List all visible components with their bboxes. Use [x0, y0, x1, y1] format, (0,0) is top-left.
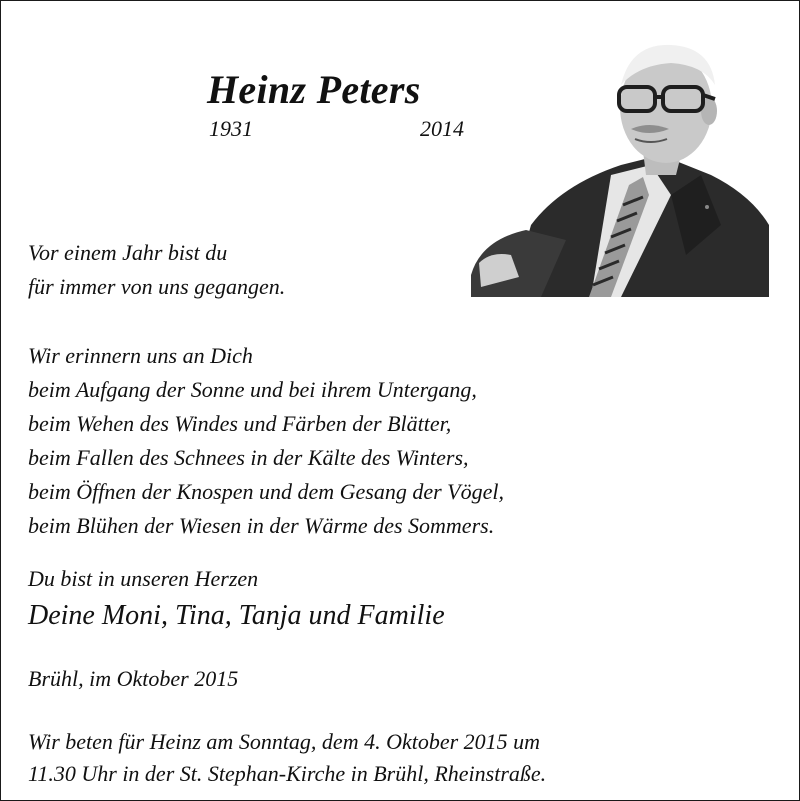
poem-line: beim Wehen des Windes und Färben der Blätter,	[28, 411, 452, 436]
deceased-name: Heinz Peters	[207, 67, 421, 112]
intro-line: für immer von uns gegangen.	[28, 274, 286, 299]
poem-line: beim Blühen der Wiesen in der Wärme des Sommers.	[28, 513, 495, 538]
poem-line: beim Öffnen der Knospen und dem Gesang der Vögel,	[28, 479, 504, 504]
intro-line: Vor einem Jahr bist du	[28, 240, 228, 265]
service-info-line: 11.30 Uhr in der St. Stephan-Kirche in Brühl, Rheinstraße.	[28, 761, 547, 786]
death-year: 2014	[420, 116, 464, 141]
poem-line: beim Aufgang der Sonne und bei ihrem Untergang,	[28, 377, 477, 402]
service-info-line: Wir beten für Heinz am Sonntag, dem 4. Oktober 2015 um	[28, 729, 541, 754]
birth-year: 1931	[209, 116, 253, 141]
family-signature: Deine Moni, Tina, Tanja und Familie	[28, 600, 445, 631]
place-date: Brühl, im Oktober 2015	[28, 666, 239, 691]
closing-line: Du bist in unseren Herzen	[28, 566, 259, 591]
portrait-photo	[471, 25, 769, 297]
poem-line: beim Fallen des Schnees in der Kälte des Winters,	[28, 445, 469, 470]
poem-line: Wir erinnern uns an Dich	[28, 343, 253, 368]
